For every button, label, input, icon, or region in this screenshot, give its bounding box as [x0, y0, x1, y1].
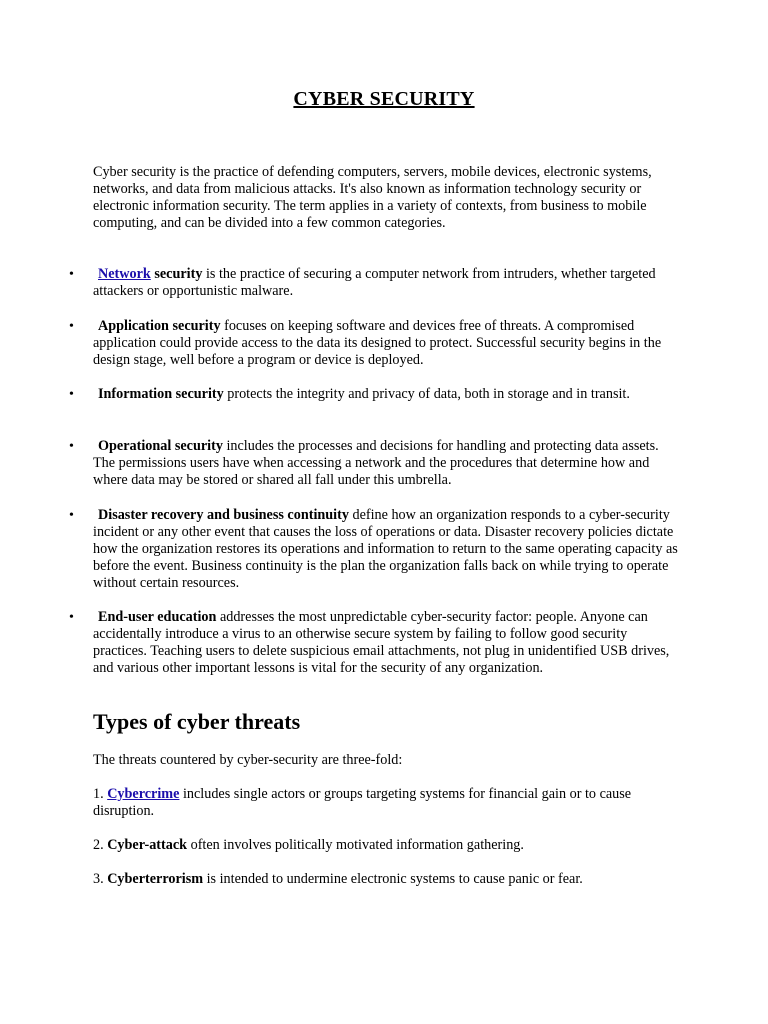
list-item-information-security — [93, 386, 683, 403]
intro-paragraph: Cyber security is the practice of defending computers, servers, mobile devices, electronic systems, networks, and data from malicious attacks. It's also known as information technology security or electronic information security. The term applies in a variety of contexts, from business to mobile computing, and can be divided into a few common categories. — [93, 164, 652, 231]
bullet-icon: • — [69, 267, 74, 282]
category-text: addresses the most unpredictable cyber-security factor: people. Anyone can accidentally introduce a virus to an otherwise secure system by failing to follow good security practices. Teaching users to delete suspicious email attachments, not plug in unidentified USB drives, and various other important lessons is vital for the security of any organization. — [93, 609, 670, 676]
threats-intro: The threats countered by cyber-security are three-fold: — [93, 752, 403, 768]
category-text: define how an organization responds to a cyber-security incident or any other event that causes the loss of operations or data. Disaster recovery policies dictate how the organization restores its operations and information to return to the same operating capacity as before the event. Business continuity is the plan the organization falls back on while trying to operate without certain resources. — [93, 507, 678, 591]
threat-text: includes single actors or groups targeting systems for financial gain or to cause disruption. — [93, 786, 632, 819]
threat-number: 1. — [93, 786, 108, 802]
category-text: focuses on keeping software and devices free of threats. A compromised application could provide access to the data its designed to protect. Successful security begins in the design stage, well before a program or device is deployed. — [93, 318, 662, 368]
network-link[interactable]: Network — [98, 266, 151, 282]
bullet-icon: • — [69, 508, 74, 523]
page-title: CYBER SECURITY — [293, 88, 475, 110]
list-item-operational-security — [93, 438, 683, 489]
category-text: is the practice of securing a computer network from intruders, whether targeted attackers or opportunistic malware. — [93, 266, 656, 299]
threat-text: is intended to undermine electronic systems to cause panic or fear. — [203, 871, 583, 887]
category-term: security — [150, 266, 203, 282]
list-item-disaster-recovery — [93, 507, 683, 592]
bullet-icon: • — [69, 319, 74, 334]
bullet-icon: • — [69, 387, 74, 402]
category-term: Information security — [98, 386, 224, 402]
category-text: protects the integrity and privacy of data, both in storage and in transit. — [223, 386, 630, 402]
threats-heading: Types of cyber threats — [93, 709, 301, 734]
bullet-icon: • — [69, 610, 74, 625]
list-item-network-security — [93, 266, 683, 300]
threat-item-cyberterrorism — [93, 871, 683, 888]
threat-number: 2. — [93, 837, 108, 853]
cybercrime-link[interactable]: Cybercrime — [107, 786, 180, 802]
category-term: Application security — [98, 318, 221, 334]
category-term: Disaster recovery and business continuity — [98, 507, 349, 523]
threat-term: Cyberterrorism — [107, 871, 204, 887]
category-text: includes the processes and decisions for handling and protecting data assets. The permissions users have when accessing a network and the procedures that determine how and where data may be stored or shared all fall under this umbrella. — [93, 438, 659, 488]
threat-term: Cyber-attack — [107, 837, 188, 853]
bullet-icon: • — [69, 439, 74, 454]
list-item-application-security — [93, 318, 683, 369]
category-term: End-user education — [98, 609, 217, 625]
threat-text: often involves politically motivated information gathering. — [187, 837, 524, 853]
category-term: Operational security — [98, 438, 223, 454]
threat-number: 3. — [93, 871, 108, 887]
threat-item-cyber-attack — [93, 837, 683, 854]
list-item-end-user-education — [93, 609, 683, 677]
threat-item-cybercrime — [93, 786, 683, 820]
